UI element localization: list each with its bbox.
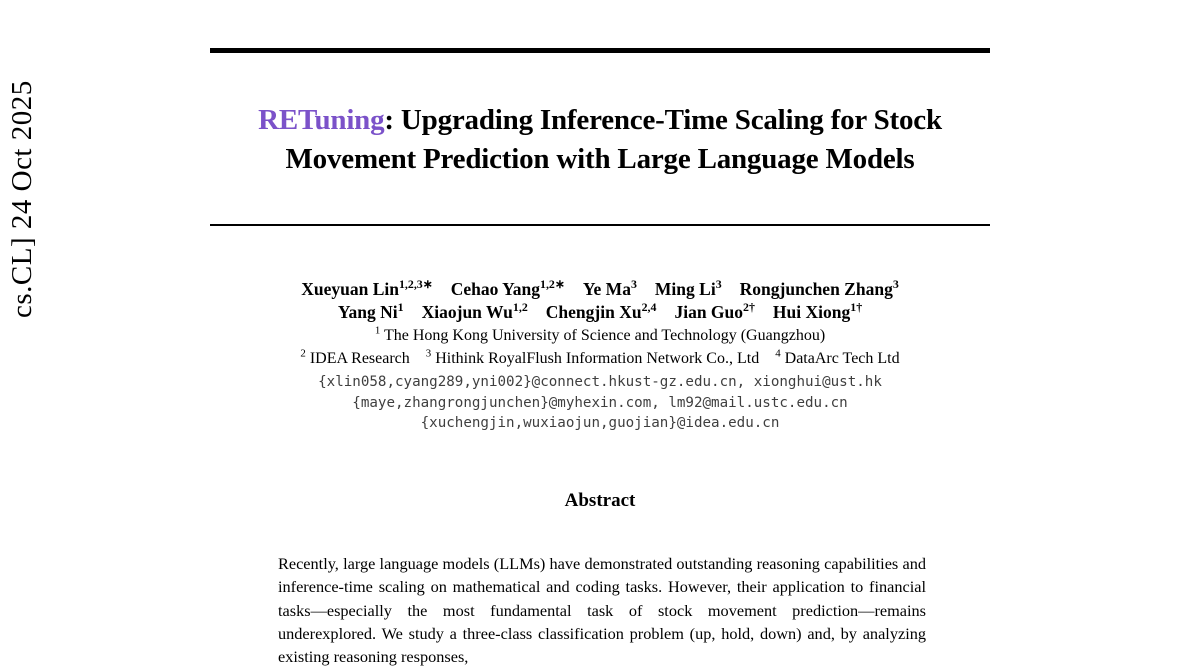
affiliation-mark: 3	[425, 347, 432, 360]
email-line: {xuchengjin,wuxiaojun,guojian}@idea.edu.cn	[420, 415, 780, 431]
author: Ming Li$^3$	[654, 277, 722, 299]
author-affil-mark: 1,2	[512, 299, 528, 314]
author-list	[210, 278, 990, 323]
author: Chengjin Xu$^{2,4}$	[545, 299, 657, 322]
affiliation-mark: 2	[300, 347, 306, 360]
affiliation-text: The Hong Kong University of Science and Technology (Guangzhou)	[384, 327, 826, 344]
author-affil-mark: 1†	[850, 299, 863, 314]
author-affil-mark: 3	[630, 277, 637, 292]
author: Jian Guo$^{2\dagger}$	[674, 299, 755, 322]
affiliation-text: Hithink RoyalFlush Information Network Co., Ltd	[435, 349, 760, 367]
author: Cehao Yang$^{1,2∗}$	[450, 277, 565, 299]
author: Xueyuan Lin$^{1,2,3∗}$	[301, 277, 433, 299]
author-affil-mark: 1,2,3∗	[398, 277, 433, 292]
abstract-paragraph: Recently, large language models (LLMs) have demonstrated outstanding reasoning capabilities and inference-time scaling on mathematical and coding tasks. However, their application to financial tasks—especially the most fundamental task of stock movement prediction—remains underexplored. We study a three-class classification problem (up, hold, down) and, by analyzing existing reasoning responses,	[278, 554, 926, 667]
author: Xiaojun Wu$^{1,2}$	[421, 299, 528, 322]
affiliation-text: DataArc Tech Ltd	[784, 349, 900, 367]
author: Yang Ni$^1$	[337, 299, 404, 322]
author-affil-mark: 2†	[743, 299, 755, 314]
paper-page	[210, 0, 990, 667]
author-affil-mark: 3	[892, 277, 899, 292]
affiliation-line-2	[210, 348, 990, 371]
affiliation-mark: 4	[775, 347, 781, 360]
title-brand: RETuning	[258, 104, 385, 137]
email-line: {xlin058,cyang289,yni002}@connect.hkust-gz.edu.cn, xionghui@ust.hk	[318, 374, 882, 390]
page-title	[220, 101, 980, 179]
arxiv-stamp: cs.CL] 24 Oct 2025	[6, 80, 38, 318]
affiliation-text: IDEA Research	[309, 349, 410, 367]
title-rule	[210, 224, 990, 226]
abstract-heading: Abstract	[564, 490, 636, 511]
author: Ye Ma$^3$	[582, 277, 637, 299]
title-rest: : Upgrading Inference-Time Scaling for Stock Movement Prediction with Large Language Models	[285, 104, 942, 176]
author-line-2	[210, 301, 990, 324]
author-affil-mark: 3	[715, 277, 722, 292]
author-affil-mark: 1,2∗	[540, 277, 565, 292]
author-affil-mark: 1	[397, 299, 404, 314]
author: Rongjunchen Zhang$^3$	[739, 277, 899, 299]
affiliation-list	[210, 325, 990, 370]
affiliation-mark: 1	[374, 324, 381, 337]
author-line-1	[210, 278, 990, 301]
affiliation-line-1	[210, 325, 990, 348]
email-line: {maye,zhangrongjunchen}@myhexin.com, lm92@mail.ustc.edu.cn	[352, 394, 848, 411]
author-affil-mark: 2,4	[641, 299, 657, 314]
header-rule	[210, 48, 990, 53]
email-block	[210, 372, 990, 434]
author: Hui Xiong$^{1\dagger}$	[772, 299, 863, 322]
abstract-text	[278, 552, 926, 668]
